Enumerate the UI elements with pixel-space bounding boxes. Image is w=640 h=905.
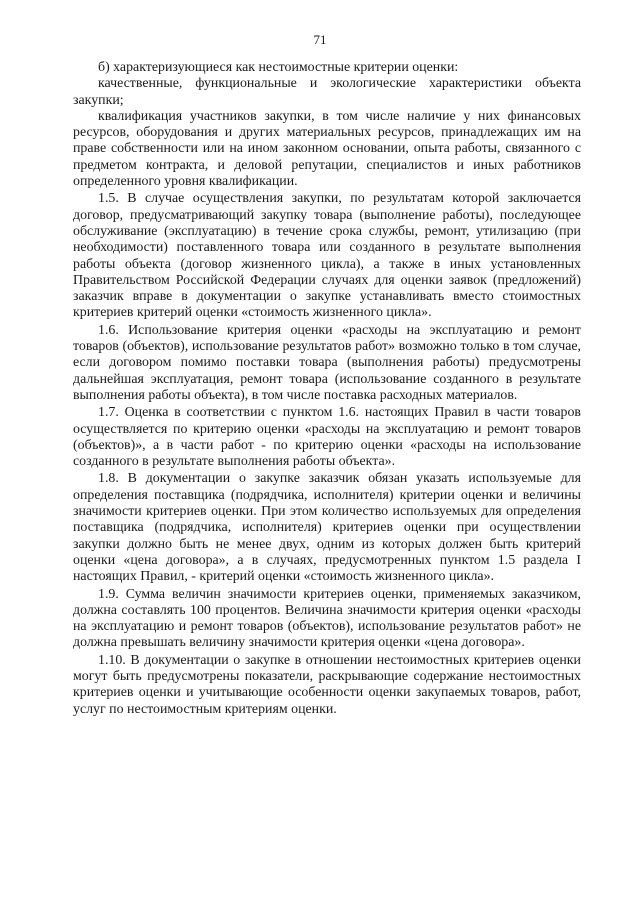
paragraph-1-5: 1.5. В случае осуществления закупки, по результатам которой заключается договор, предусматривающий закупку товара (выполнение работы), последующее обслуживание (эксплуатацию) в течение срока службы, ремонт, утилизацию (при необходимости) поставленного товара или созданного в результате выполнения работы объекта (договор жизненного цикла), а также в иных установленных Правительством Российской Федерации случаях для оценки заявок (предложений) заказчик вправе в документации о закупке устанавливать вместо стоимостных критериев критерий оценки «стоимость жизненного цикла». (73, 191, 581, 321)
paragraph-1-10: 1.10. В документации о закупке в отношении нестоимостных критериев оценки могут быть предусмотрены показатели, раскрывающие содержание нестоимостных критериев оценки и учитывающие особенности оценки закупаемых товаров, работ, услуг по нестоимостным критериям оценки. (73, 652, 581, 717)
page-number: 71 (313, 32, 327, 47)
paragraph-1-7: 1.7. Оценка в соответствии с пунктом 1.6. настоящих Правил в части товаров осуществляется по критерию оценки «расходы на эксплуатацию и ремонт товаров (объектов)», а в части работ - по критерию оценки «расходы на использование созданного в результате выполнения работы объекта». (73, 405, 581, 470)
paragraph-quality-characteristics: качественные, функциональные и экологические характеристики объекта закупки; (73, 76, 581, 108)
paragraph-participant-qualification: квалификация участников закупки, в том числе наличие у них финансовых ресурсов, оборудования и других материальных ресурсов, принадлежащих им на праве собственности или на ином законном основании, опыта работы, связанного с предметом контракта, и деловой репутации, специалистов и иных работников определенного уровня квалификации. (73, 108, 581, 190)
paragraph-1-8: 1.8. В документации о закупке заказчик обязан указать используемые для определения поставщика (подрядчика, исполнителя) критерии оценки и величины значимости критериев оценки. При этом количество используемых для определения поставщика (подрядчика, исполнителя) критериев оценки при осуществлении закупки должно быть не менее двух, одним из которых должен быть критерий оценки «цена договора», а в случаях, предусмотренных пунктом 1.5 раздела I настоящих Правил, - критерий оценки «стоимость жизненного цикла». (73, 471, 581, 585)
document-body (73, 60, 581, 718)
paragraph-1-9: 1.9. Сумма величин значимости критериев оценки, применяемых заказчиком, должна составлять 100 процентов. Величина значимости критерия оценки «расходы на эксплуатацию и ремонт товаров (объектов), использование результатов работ» не должна превышать величину значимости критерия оценки «цена договора». (73, 586, 581, 651)
paragraph-criteria-intro: б) характеризующиеся как нестоимостные критерии оценки: (98, 60, 459, 75)
paragraph-1-6: 1.6. Использование критерия оценки «расходы на эксплуатацию и ремонт товаров (объектов), использование результатов работ» возможно только в том случае, если договором помимо поставки товара (выполнения работы) предусмотрены дальнейшая эксплуатация, ремонт товара (использование созданного в результате выполнения работы объекта), в том числе поставка расходных материалов. (73, 322, 581, 403)
